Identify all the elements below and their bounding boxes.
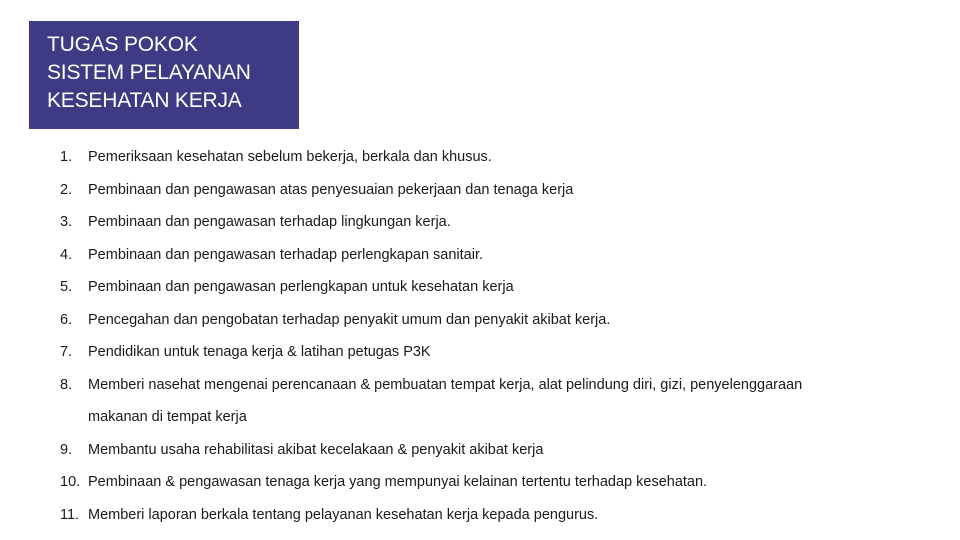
item-text: Memberi nasehat mengenai perencanaan & pembuatan tempat kerja, alat pelindung diri, gizi, penyelenggaraan	[88, 376, 803, 393]
title-line-3: KESEHATAN KERJA	[47, 89, 242, 112]
task-list	[60, 146, 940, 536]
list-item-5	[60, 276, 940, 298]
item-number: 7.	[60, 344, 73, 360]
item-text: Pembinaan dan pengawasan atas penyesuaian pekerjaan dan tenaga kerja	[88, 181, 574, 198]
item-text: Pembinaan dan pengawasan terhadap lingkungan kerja.	[88, 214, 451, 230]
list-item-11	[60, 504, 940, 526]
list-item-7	[60, 341, 940, 363]
item-text: Pemeriksaan kesehatan sebelum bekerja, berkala dan khusus.	[88, 149, 492, 165]
list-item-1	[60, 146, 940, 168]
item-number: 9.	[60, 441, 73, 458]
item-text: Pendidikan untuk tenaga kerja & latihan petugas P3K	[88, 344, 431, 360]
item-text-continuation: makanan di tempat kerja	[88, 409, 247, 425]
item-text: Pembinaan dan pengawasan perlengkapan untuk kesehatan kerja	[88, 279, 514, 295]
list-item-8	[60, 374, 940, 429]
list-item-6	[60, 309, 940, 331]
title-line-1: TUGAS POKOK	[47, 33, 198, 56]
title-box	[29, 21, 299, 129]
item-text: Pembinaan dan pengawasan terhadap perlengkapan sanitair.	[88, 246, 484, 263]
item-number: 4.	[60, 246, 73, 263]
item-number: 6.	[60, 311, 73, 328]
list-item-2	[60, 179, 940, 201]
list-item-4	[60, 244, 940, 266]
item-number: 11.	[60, 506, 80, 523]
title-line-2: SISTEM PELAYANAN	[47, 61, 251, 84]
list-item-10	[60, 471, 940, 493]
item-text: Memberi laporan berkala tentang pelayanan kesehatan kerja kepada pengurus.	[88, 506, 599, 523]
item-text: Membantu usaha rehabilitasi akibat kecelakaan & penyakit akibat kerja	[88, 441, 544, 458]
item-number: 8.	[60, 376, 73, 393]
list-item-9	[60, 439, 940, 461]
list-item-3	[60, 211, 940, 233]
item-number: 2.	[60, 181, 73, 198]
item-number: 10.	[60, 474, 81, 490]
item-number: 3.	[60, 214, 73, 230]
item-text-block	[88, 374, 802, 429]
item-number: 5.	[60, 279, 73, 295]
item-text: Pencegahan dan pengobatan terhadap penyakit umum dan penyakit akibat kerja.	[88, 311, 611, 328]
item-number: 1.	[60, 149, 73, 165]
item-text: Pembinaan & pengawasan tenaga kerja yang mempunyai kelainan tertentu terhadap kesehatan.	[88, 474, 708, 490]
